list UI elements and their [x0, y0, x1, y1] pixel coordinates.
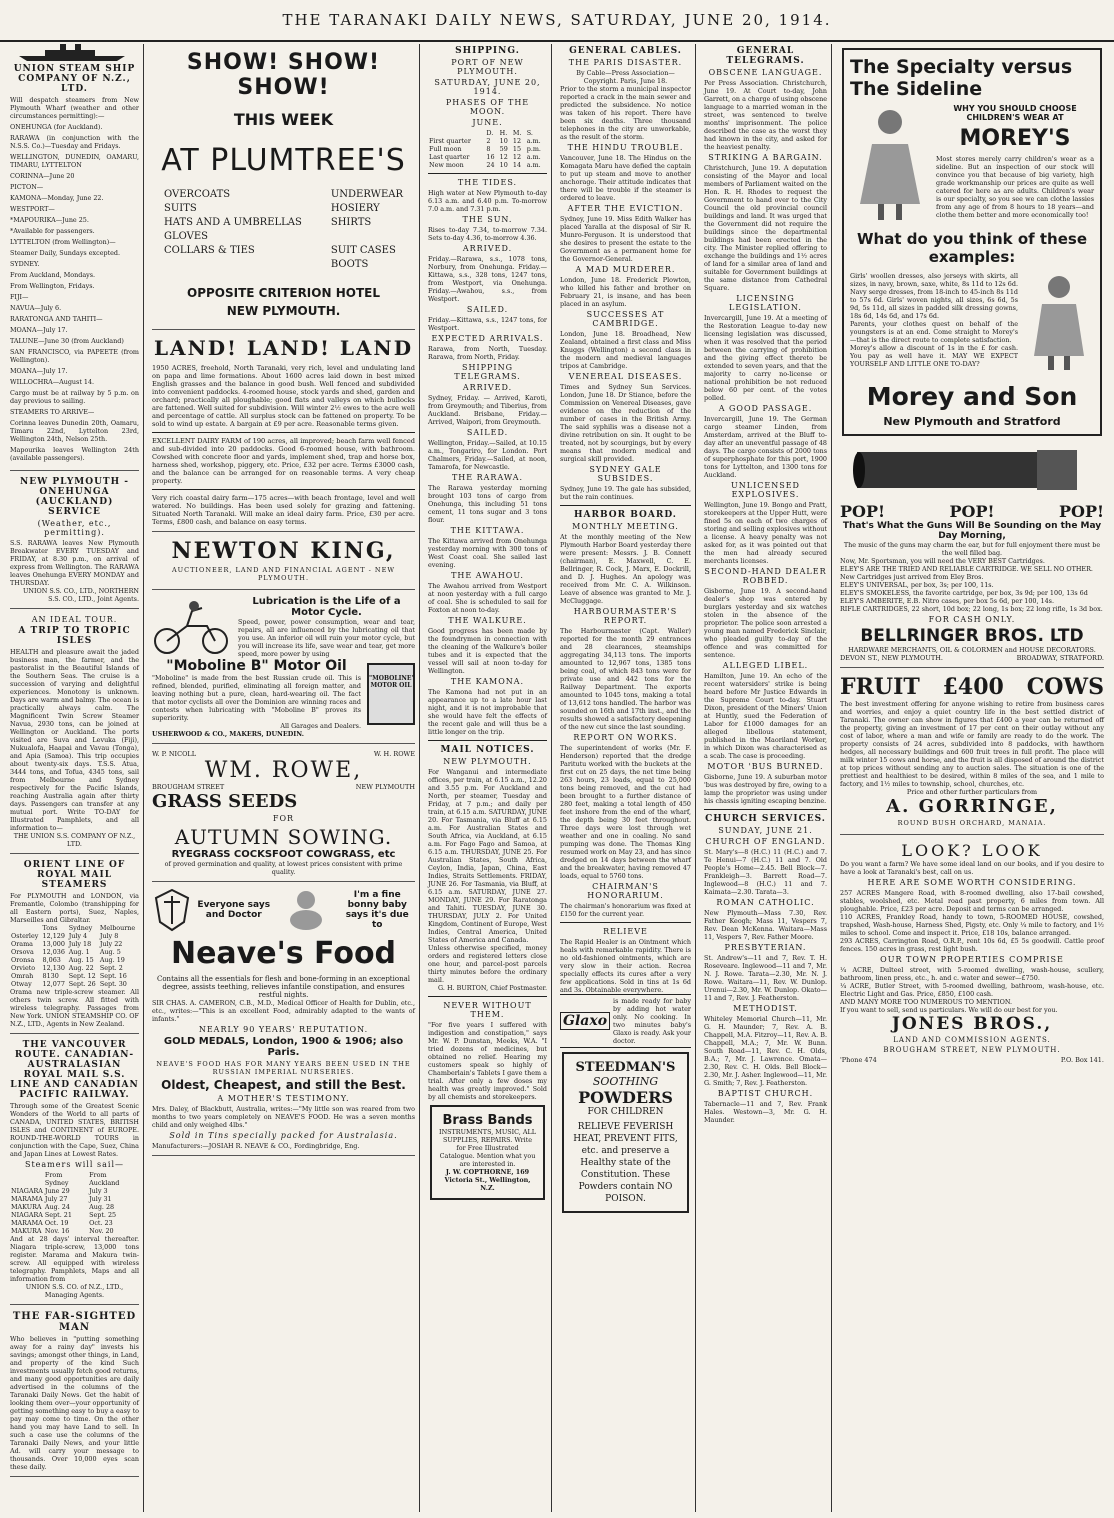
table-row: Tons Sydney Melbourne	[42, 924, 136, 932]
murderer-text: London, June 18. Frederick Plowton, who killed his father and brother on February 21, is insane, and has been placed in an asylum.	[560, 276, 691, 308]
brass-bands-ad	[430, 1105, 545, 1200]
vancouver-sign: UNION S.S. CO. of N.Z., LTD., Managing Agents.	[25, 1283, 124, 1299]
cambridge-text: London, June 18. Broadhead, New Zealand, obtained a first class and Miss Knuggs (Wellington) a second class in the modern and medieval languages tripos at Cambridge.	[560, 330, 691, 370]
pop-l3: ELEY'S AMBERITE, E.B. Nitro cases, per box 5s 6d, per 100, 14s.	[840, 597, 1054, 605]
bellringer-ad	[840, 440, 1104, 668]
tides-text: High water at New Plymouth to-day 6.13 a.m. and 6.40 p.m. To-morrow 7.0 a.m. and 7.31 p.m.	[428, 189, 547, 213]
rowe-seeds-ad	[152, 750, 415, 882]
methodist-text: Whiteley Memorial Church—11, Mr. G. H. Maunder; 7, Rev. A. B. Chappell, M.A. Fitzroy—11, Rev. A. B. Chappell, M.A.; 7, Mr. W. Bunn. South Road—11, Rev. C. H. Olds, B.A.; 7, Mr. J. Lawrence. Omata—2.30, Rev. C. H. Olds. Bell Block—2.30, Mr. J. Asher. Inglewood—11, Mr. G. Smith; 7, Rev. J. Featherston.	[704, 1015, 827, 1087]
brass-sign: J. W. COPTHORNE, 169 Victoria St., Wellington, N.Z.	[444, 1168, 531, 1192]
never-heading: NEVER WITHOUT THEM.	[443, 1001, 532, 1019]
rowe-right: W. H. ROWE	[373, 750, 415, 758]
bellringer-addr1: DEVON ST., NEW PLYMOUTH.	[840, 654, 943, 662]
kamona-heading: THE KAMONA.	[450, 677, 525, 686]
catholic-text: New Plymouth—Mass 7.30, Rev. Father Keogh; Mass 11, Vespers 7, Rev. Dean McKenna. Waitara—Mass 11, Vespers 7, Rev. Father Moore.	[704, 909, 827, 941]
works-text: The superintendent of works (Mr. F. Henderson) reported that the dredge Paritutu worked with the buckets at the first cut on 25 days, the net time being 263 hours, 23 loads, equal to 25,000 tons being removed, and the cut had been brought to a further distance of 280 feet, making a total length of 450 feet inshore from the end of the wharf, the depth being 30 feet throughout. Three days were lost through wet weather and one in coaling. No sand pumping was done. The Thomas King resumed work on May 23, and has since dredged on 14 days between the wharf and the breakwater, having removed 47 loads, equal to 5760 tons.	[560, 744, 691, 880]
rowe-autumn: AUTUMN SOWING.	[174, 825, 393, 849]
glaxo-ad	[560, 994, 691, 1048]
obscene-heading: OBSCENE LANGUAGE.	[708, 68, 823, 77]
passage-heading: A GOOD PASSAGE.	[718, 404, 813, 413]
tides-heading: THE TIDES.	[457, 178, 518, 187]
england-text: St. Mary's—8 (H.C.) 11 (H.C.) and 7. Te Henui—7 (H.C.) 11 and 7. Old People's Home—2.45. Bell Block—7. Frankleigh—3. Barrett Road—7. Inglewood—8 (H.C.) 11 and 7. Kaimata—2.30. Tarata—3.	[704, 848, 827, 896]
morey-why: WHY YOU SHOULD CHOOSE CHILDREN'S WEAR AT	[953, 104, 1077, 122]
tarrived-text: Sydney, Friday. — Arrived, Karoti, from Greymouth; and Tiberius, from Auckland. Brisbane, Friday.—Arrived, Waipori, from Greymouth.	[428, 394, 547, 426]
land-p3: Very rich coastal dairy farm—175 acres—with beach frontage, level and well watered. No buildings. Has been used solely for grazing and fattening. Situated North Taranaki. Will make an ideal dairy farm. Price, £30 per acre. Terms, £800 cash, and balance on easy terms.	[152, 494, 415, 526]
look-town: OUR TOWN PROPERTIES COMPRISE	[880, 955, 1064, 964]
neaves-maker: Manufacturers:—JOSIAH R. NEAVE & CO., Fordingbridge, Eng.	[152, 1142, 360, 1150]
cows-word: COWS	[1026, 674, 1104, 700]
hindu-text: Vancouver, June 18. The Hindus on the Komagata Maru have defied the captain to put up steam and move to another anchorage. Their attitude indicates that there will be trouble if the steamer is ordered to leave.	[560, 154, 691, 202]
neaves-food-ad	[152, 888, 415, 1156]
mail-heading: MAIL NOTICES.	[440, 745, 535, 755]
pop-1: POP!	[840, 502, 886, 521]
pop-row	[840, 502, 1104, 521]
onehunga-title: NEW PLYMOUTH - ONEHUNGA (AUCKLAND) SERVICE	[20, 477, 129, 517]
sun-text: Rises to-day 7.34, to-morrow 7.34. Sets to-day 4.36, to-morrow 4.36.	[428, 226, 547, 242]
sailed-heading: SAILED.	[466, 305, 509, 314]
neaves-name: Neave's Food	[170, 936, 397, 971]
onehunga-text: S.S. RARAWA leaves New Plymouth Breakwater EVERY TUESDAY and FRIDAY, at 8.30 p.m., on arrival of express from Wellington. The RARAWA leaves Onehunga EVERY MONDAY and THURSDAY.	[10, 539, 139, 587]
newton-sub: AUCTIONEER, LAND AND FINANCIAL AGENT - NEW PLYMOUTH.	[171, 566, 396, 582]
brass-title: Brass Bands	[442, 1113, 533, 1128]
morey-text3: Parents, your clothes quest on behalf of the youngsters is at an end. Come straight to Morey's—that is the direct route to complete satisfaction.	[850, 320, 1018, 344]
table-row: Orama 13,000 July 18 July 22	[11, 940, 123, 948]
murderer-heading: A MAD MURDERER.	[575, 265, 676, 274]
column-3	[424, 44, 552, 1512]
kittawa-heading: THE KITTAWA.	[450, 526, 525, 535]
fruit-word: FRUIT	[840, 674, 920, 700]
paris-text: Prior to the storm a municipal inspector reported a crack in the main sewer and predicted the subsidence. No notice was taken of his report. There have been six deaths. Three thousand telephones in the city are unworkable, as the result of the storm.	[560, 85, 691, 141]
neaves-testimony: A MOTHER'S TESTIMONY.	[217, 1094, 350, 1103]
mail-sign: G. H. BURTON, Chief Postmaster.	[438, 984, 547, 992]
table-row: MAKURA Nov. 16 Nov. 20	[11, 1227, 114, 1235]
steamship-icon	[15, 44, 135, 62]
onehunga-service-ad	[10, 477, 139, 609]
neaves-quote: SIR CHAS. A. CAMERON, C.B., M.D., Medical Officer of Health for Dublin, etc., etc., writes:—"This is an excellent Food, admirably adapted to the wants of infants."	[152, 999, 415, 1023]
neaves-says1: Everyone says and Doctor	[197, 900, 271, 920]
morey-text4: Morey's allow a discount of 1s in the £ for cash. You pay as well have it. MAY WE EXPECT YOURSELF AND LITTLE ONE TO-DAY?	[850, 344, 1018, 368]
fruit-cows-ad	[840, 674, 1104, 835]
robbed-heading: SECOND-HAND DEALER ROBBED.	[704, 567, 827, 585]
mail-foot: Unless otherwise specified, money orders and registered letters close one hour, and parcel-post parcels thirty minutes before the ordinary mail.	[428, 944, 547, 984]
church-heading: CHURCH SERVICES.	[705, 814, 826, 824]
neaves-text: Contains all the essentials for flesh and bone-forming in an exceptional degree, assists teething, relieves infantile constipation, and ensures restful nights.	[156, 975, 410, 999]
table-row: NIAGARA June 29 July 3	[11, 1187, 108, 1195]
far-sighted-text: Who believes in "putting something away for a rainy day" invests his savings; amongst other things, in Land, and property of the kind Such investments usually fetch good returns, and many good opportunities are daily advertised in the columns of the Taranaki Daily News. Get the habit of looking them over—your opportunity of getting something easy to buy a easy to pay may come to time. On the other hand you may have Land to sell. In such a case use the columns of the Taranaki Daily News, and your little Ad. will carry your message to thousands. Over 10,000 eyes scan these daily.	[10, 1335, 139, 1471]
land-heading: LAND! LAND! LAND	[153, 336, 414, 360]
obscene-text: Per Press Association. Christchurch, June 19. At Court to-day, John Garrett, on a charge of using obscene language to a married woman in the street, was sentenced to twelve months' imprisonment. The police described the case as the worst they had known in the city, and asked for the heaviest penalty.	[704, 79, 827, 151]
vancouver-route-ad	[10, 1040, 139, 1305]
look-t4: If you want to sell, send us particulars. We will do our best for you.	[840, 1006, 1058, 1014]
fruit-amount: £400	[942, 674, 1004, 700]
land-p2: EXCELLENT DAIRY FARM of 190 acres, all improved; beach farm well fenced and sub-divided into 20 paddocks. Good 6-roomed house, with bathroom. Cowshed with concrete floor and yards, implement shed, trap and horse box, harness shed, workshop, piggery, etc. Price, £32 per acre. Terms £3000 cash, and the balance can be arranged for on reasonable terms. A very cheap property.	[152, 437, 415, 485]
monthly-text: At the monthly meeting of the New Plymouth Harbor Board yesterday there were present: Messrs. J. B. Connett (chairman), E. Maxwell, C. E. Bellringer, R. Cock, J. Marx, E. Dockrill, and D. J. Hughes. An apology was received from Mr. C. A. Wilkinson. Leave of absence was granted to Mr. J. McCluggage.	[560, 533, 691, 605]
licensing-heading: LICENSING LEGISLATION.	[729, 294, 802, 312]
england-heading: CHURCH OF ENGLAND.	[705, 837, 826, 846]
column-4	[556, 44, 696, 1512]
table-row: First quarter 2 10 12 a.m.	[429, 137, 541, 145]
morey-big: Morey and Son	[866, 382, 1078, 411]
pop-l2: ELEY'S SMOKELESS, the favorite cartridge, per box, 3s 9d; per 100, 13s 6d	[840, 589, 1088, 597]
table-row: Oronsa 8,063 Aug. 15 Aug. 19	[11, 956, 125, 964]
arrived-heading: ARRIVED.	[462, 244, 513, 253]
bus-heading: MOTOR 'BUS BURNED.	[707, 762, 824, 771]
morey-text1: Most stores merely carry children's wear as a sideline. But an inspection of our stock will convince you that because of big variety, high grade workmanship our prices are quite as well catered for here as are adults. Children's wear is our specialty, so you see we can clothe lassies from any age of from 8 hours to 18 years—and clothe them better and more economically too!	[936, 155, 1094, 219]
jones-addr: BROUGHAM STREET, NEW PLYMOUTH.	[883, 1046, 1061, 1054]
baptist-text: Tabernacle—11 and 7, Rev. Frank Hales. Westown—3, Mr. G. H. Maunder.	[704, 1100, 827, 1124]
look-t3: AND MANY MORE TOO NUMEROUS TO MENTION.	[840, 998, 1013, 1006]
moon-table	[428, 129, 547, 169]
orient-table	[10, 924, 139, 988]
eviction-text: Sydney, June 19. Miss Edith Walker has placed Yaralla at the disposal of Sir R. Munro-Ferguson. It is understood that she desires to present the estate to the Government as a permanent home for the Governor-General.	[560, 215, 691, 263]
glaxo-logo: Glaxo	[560, 1012, 610, 1030]
relieve-heading: RELIEVE	[603, 927, 648, 936]
port-heading: PORT OF NEW PLYMOUTH.	[451, 58, 524, 76]
plumtree-ad	[152, 44, 415, 330]
explosives-text: Wellington, June 19. Bongo and Pratt, storekeepers at the Upper Hutt, were fined 5s on each of two charges of storing and selling explosives without a license. A heavy penalty was not asked for, as it was pointed out that the men had already secured merchants licenses.	[704, 501, 827, 565]
vancouver-foot: And at 28 days' interval thereafter. Niagara triple-screw, 13,000 tons register. Marama and Makura twin-screw. All equipped with wireless telegraphy. Pamphlets, Maps and all information from	[10, 1235, 139, 1283]
baptist-heading: BAPTIST CHURCH.	[717, 1089, 814, 1098]
monthly-heading: MONTHLY MEETING.	[572, 522, 679, 531]
morey-ad	[842, 48, 1102, 436]
cambridge-heading: SUCCESSES AT CAMBRIDGE.	[586, 310, 665, 328]
look-t1: ¼ ACRE, Dulteel street, with 5-roomed dwelling, wash-house, scullery, bathroom, linen press, etc., h. and c. water and sewer—£750.	[840, 966, 1104, 982]
table-row: D. H. M. S.	[486, 129, 533, 137]
look-a110: 110 ACRES, Frankley Road, handy to town, 5-ROOMED HOUSE, cowshed, trapshed, Wash-house, Harness Shed, Pigsty, etc. Only ¼ mile to factory, and 1½ miles to school. Come and inspect it. Price, £18 10s, balance arranged.	[840, 913, 1104, 937]
table-row: Osterley 12,129 July 4 July 8	[11, 932, 119, 940]
onehunga-sub: (Weather, etc., permitting).	[37, 519, 112, 537]
pop-text: The music of the guns may charm the ear, but for full enjoyment there must be the well filled bag.	[843, 541, 1101, 557]
masthead-title: THE TARANAKI DAILY NEWS, SATURDAY, JUNE 20, 1914.	[282, 11, 832, 29]
steedmans-ad	[562, 1052, 689, 1213]
neaves-medals: GOLD MEDALS, London, 1900 & 1906; also Paris.	[163, 1036, 404, 1058]
table-row: MARAMA July 27 July 31	[11, 1195, 112, 1203]
look-a293: 293 ACRES, Carrington Road, O.R.P., rent 10s 6d, £5 5s goodwill. Cattle proof fences. 150 acres in grass, rest light bush.	[840, 937, 1104, 953]
walkure-heading: THE WALKURE.	[448, 616, 527, 625]
morey-heading1: The Specialty versus	[850, 56, 1073, 78]
pop-3: POP!	[1058, 502, 1104, 521]
neaves-years: NEARLY 90 YEARS' REPUTATION.	[198, 1025, 369, 1034]
moboline-body: "Moboline" is made from the best Russian crude oil. This is refined, blended, purified, eliminating all foreign matter, and leaving nothing but a pure, clean, hard-wearing oil. The fact that motor cyclists all over the Dominion are winning races and contests when lubricating with "Moboline B" proves its superiority.	[152, 674, 361, 722]
rowe-name: WM. ROWE,	[204, 758, 363, 783]
rowe-addr2: NEW PLYMOUTH	[355, 783, 415, 791]
rowe-rye: RYEGRASS COCKSFOOT COWGRASS, etc	[171, 849, 396, 860]
neaves-tins: Sold in Tins specially packed for Australasia.	[169, 1131, 398, 1140]
chair-heading: CHAIRMAN'S HONORARIUM.	[587, 882, 664, 900]
table-row: Last quarter 16 12 12 a.m.	[429, 153, 541, 161]
gale-text: Sydney, June 19. The gale has subsided, but the rain continues.	[560, 485, 691, 501]
pop-l4: RIFLE CARTRIDGES, 22 short, 10d box; 22 long, 1s box; 22 long rifle, 1s 3d box.	[840, 605, 1103, 613]
orient-text: For PLYMOUTH and LONDON, via Fremantle, Colombo (transhipping for all Eastern ports), Suez, Naples, Marseilles and Gibraltar.	[10, 892, 139, 924]
plumtree-week: THIS WEEK	[233, 110, 334, 129]
pop-tagline: That's What the Guns Will Be Sounding on the May Day Morning,	[842, 521, 1102, 541]
fruit-price: Price and other further particulars from	[906, 788, 1038, 796]
telegrams-heading: GENERAL TELEGRAMS.	[726, 46, 805, 66]
ideal-sign: THE UNION S.S. COMPANY OF N.Z., LTD.	[13, 832, 136, 848]
pop-eleys: ELEY'S ARE THE TRIED AND RELIABLE CARTRIDGE. WE SELL NO OTHER.	[840, 565, 1093, 573]
morey-towns: New Plymouth and Stratford	[883, 415, 1061, 428]
telegrams-heading: SHIPPING TELEGRAMS.	[454, 363, 521, 381]
mail-sub: NEW PLYMOUTH.	[443, 757, 532, 766]
jones-sub: LAND AND COMMISSION AGENTS.	[893, 1036, 1051, 1044]
baby-icon	[276, 888, 336, 932]
table-row: New moon 24 10 14 a.m.	[429, 161, 541, 169]
sun-heading: THE SUN.	[462, 215, 513, 224]
jones-name: JONES BROS.,	[891, 1014, 1053, 1034]
table-row: From Sydney From Auckland	[44, 1171, 120, 1187]
sailed-text: Friday.—Kittawa, s.s., 1247 tons, for Westport.	[428, 316, 547, 332]
rowe-grass: GRASS SEEDS	[152, 791, 298, 812]
table-row: MARAMA Oct. 19 Oct. 23	[11, 1219, 113, 1227]
rarawa-heading: THE RARAWA.	[451, 473, 524, 482]
table-row: Orsova 12,036 Aug. 1 Aug. 5	[11, 948, 121, 956]
ideal-tour-ad	[10, 615, 139, 854]
walkure-text: Good progress has been made by the foundrymen in connection with the cleaning of the Walkure's boiler tubes and it is expected that the vessel will sail at noon to-day for Wellington.	[428, 627, 547, 675]
far-sighted-title: THE FAR-SIGHTED MAN	[12, 1311, 137, 1333]
column-1	[6, 44, 144, 1512]
licensing-text: Invercargill, June 19. At a meeting of the Restoration League to-day new licensing legislation was discussed, when it was resolved that the period between the carrying of prohibition and the giving effect thereto be extended to seven years, and that the majority to carry no-license or national prohibition be not reduced below 60 per cent. of the votes polled.	[704, 314, 827, 402]
column-5	[700, 44, 832, 1512]
neaves-best: Oldest, Cheapest, and still the Best.	[161, 1078, 406, 1092]
orient-line-ad	[10, 860, 139, 1034]
moboline-title: Lubrication is the Life of a Motor Cycle.	[252, 596, 401, 618]
presby-heading: PRESBYTERIAN.	[724, 943, 807, 952]
table-row: Orvieto 12,130 Aug. 22 Sept. 2	[11, 964, 123, 972]
column-6	[836, 44, 1108, 1512]
neaves-says2: I'm a fine bonny baby says it's due to	[345, 890, 409, 930]
pop-cash: FOR CASH ONLY.	[928, 615, 1016, 624]
steedman-name: STEEDMAN'S	[575, 1060, 676, 1075]
look-intro: Do you want a farm? We have some ideal land on our books, and if you desire to have a look at Taranaki's best, call on us.	[840, 860, 1104, 876]
jones-bros-ad	[840, 841, 1104, 1069]
expected-text: Rarawa, from North, Tuesday. Rarawa, from North, Friday.	[428, 345, 547, 361]
newton-king-ad	[152, 538, 415, 590]
works-heading: REPORT ON WORKS.	[573, 733, 678, 742]
tarrived-heading: ARRIVED.	[462, 383, 513, 392]
steedman-powders: POWDERS	[578, 1088, 673, 1107]
venereal-text: Times and Sydney Sun Services. London, June 18. Dr Stiance, before the Commission on Venereal Diseases, gave evidence on the reduction of the number of cases in the British Army. The said syphilis was a disease not a divine retribution on sin. It ought to be treated, not by scourgings, but by every means that modern medical and surgical skill provided.	[560, 383, 691, 463]
methodist-heading: METHODIST.	[733, 1004, 798, 1013]
sunday-heading: SUNDAY, JUNE 21.	[718, 826, 813, 835]
kittawa-text: The Kittawa arrived from Onehunga yesterday morning with 300 tons of West Coast coal. She sailed last evening.	[428, 537, 547, 569]
plumtree-footer: OPPOSITE CRITERION HOTEL NEW PLYMOUTH.	[187, 286, 380, 318]
presby-text: St. Andrew's—11 and 7, Rev. T. H. Roseveare. Inglewood—11 and 7, Mr. N. J. Rowe. Tarata—2.30, Mr. N. J. Rowe. Waitara—11, Rev. W. Dunlop. Urenui—2.30, Mr. W. Dunlop. Okato—11 and 7, Rev. J. Featherston.	[704, 954, 827, 1002]
expected-heading: EXPECTED ARRIVALS.	[431, 334, 544, 343]
neaves-russia: NEAVE'S FOOD HAS FOR MANY YEARS BEEN USED IN THE RUSSIAN IMPERIAL NURSERIES.	[156, 1060, 411, 1076]
table-row: MAKURA Aug. 24 Aug. 28	[11, 1203, 115, 1211]
orient-foot: Orama new triple-screw steamer. All others twin screw. All fitted with wireless telegraphy. Passages from New York. UNION STEAMSHIP CO. OF N.Z., LTD., Agents in New Zealand.	[10, 988, 139, 1028]
steedman-body: RELIEVE FEVERISH HEAT, PREVENT FITS, etc. and preserve a Healthy state of the Constitution. These Powders contain NO POISON.	[573, 1122, 678, 1204]
mail-text: For Wanganui and intermediate offices, per train, at 6.15 a.m., 12.20 and 3.55 p.m. For Auckland and North, per steamer, Tuesday and Friday, at 7 p.m.; and daily per train, at 6.15 a.m. SATURDAY, JUNE 20. For Tasmania, via Bluff at 6.15 a.m. For Australian States and South Africa, via Auckland, at 6.15 a.m. For Fago Fago and Samoa, at 6.15 a.m. THURSDAY, JUNE 25. For Australian States, South Africa, Ceylon, India, Japan, China, East Indies, Straits Settlements. FRIDAY, JUNE 26. For Tasmania, via Bluff, at 6.15 a.m. SATURDAY, JUNE 27. MONDAY, JUNE 29. For Raratonga and Tahiti. TUESDAY, JUNE 30. THURSDAY, JULY 2. For United Kingdom, Continent of Europe, West Indies, Central America, United States of America and Canada.	[428, 768, 547, 944]
moboline-name: "Moboline B" Motor Oil	[166, 658, 347, 674]
relieve-text: The Rapid Healer is an Ointment which heals with remarkable rapidity. There is no old-fashioned ointments, which are very slow in their action. Recrea specially effects its cures after a very few applications. Sold in tins at 1s 6d and 3s. Obtainable everywhere.	[560, 938, 691, 994]
kamona-text: The Kamona had not put in an appearance up to a late hour last night, and it is not improbable that she would have felt the effects of the recent gale and will thus be a little longer on the trip.	[428, 688, 547, 736]
plumtree-right-list: UNDERWEAR HOSIERY SHIRTS SUIT CASES BOOTS	[330, 189, 403, 270]
moboline-maker: USHERWOOD & CO., MAKERS, DUNEDIN.	[152, 730, 304, 738]
brass-text: INSTRUMENTS, MUSIC, ALL SUPPLIES, REPAIRS. Write for Free Illustrated Catalogue. Mention what you are interested in.	[439, 1128, 536, 1168]
motorcycle-icon	[152, 596, 232, 656]
morey-what: What do you think of these examples:	[856, 230, 1088, 266]
column-2	[148, 44, 420, 1512]
look-heading: LOOK? LOOK	[901, 841, 1043, 860]
hindu-heading: THE HINDU TROUBLE.	[567, 143, 684, 152]
child-illustration-icon	[1024, 272, 1094, 372]
bargain-text: Christchurch, June 19. A deputation consisting of the Mayor and local members of Parliament waited on the Hon. R. H. Rhodes to request the Government to hand over to the City Council the old provincial council buildings and land. It was urged that the Government did not require the buildings since the departmental buildings had been erected in the city. The Minister replied offering to exchange the buildings and 1½ acres of land for a similar area of land and suitable for Government buildings at the same distance from Cathedral Square.	[704, 164, 827, 292]
moboline-text: Speed, power, power consumption, wear and tear, repairs, all are influenced by the lubricating oil that you use. An inferior oil will ruin your motor cycle, but you will increase its life, save wear and tear, get more speed, more power by using	[238, 618, 415, 658]
chair-text: The chairman's honorarium was fixed at £150 for the current year.	[560, 902, 691, 918]
jones-box: P.O. Box 141.	[1060, 1056, 1104, 1064]
catholic-heading: ROMAN CATHOLIC.	[716, 898, 815, 907]
awahou-text: The Awahou arrived from Westport at noon yesterday with a full cargo of coal. She is scheduled to sail for Foxton at noon to-day.	[428, 582, 547, 614]
master-heading: HARBOURMASTER'S REPORT.	[573, 607, 678, 625]
morey-text2: Girls' woollen dresses, also jerseys with skirts, all sizes, in navy, brown, saxe, white, 8s 11d to 12s 6d. Navy serge dresses, from 18-inch to 45-inch 8s 11d to 57s 6d. Girls' woven nights, all sizes, 6s 6d, 5s 9d, 5s 11d, all sizes in padded silk dressing gowns, 18s 6d, 14s 6d, and 17s 6d.	[850, 272, 1018, 320]
look-t2: ¼ ACRE, Butler Street, with 5-roomed dwelling, bathroom, wash-house, etc. Electric Light and Gas. Price, £850, £100 cash.	[840, 982, 1104, 998]
far-sighted-ad	[10, 1311, 139, 1477]
shipping-heading: SHIPPING.	[455, 46, 520, 56]
bus-text: Gisborne, June 19. A suburban motor 'bus was destroyed by fire, owing to a lamp the proprietor was using under his chassis igniting escaping benzine.	[704, 773, 827, 805]
venereal-heading: VENEREAL DISEASES.	[568, 372, 683, 381]
oil-can-icon: "MOBOLINE" MOTOR OIL	[367, 663, 415, 725]
pop-l1: ELEY'S UNIVERSAL, per box, 3s; per 100, 11s.	[840, 581, 994, 589]
rowe-quality: of proved germination and quality, at lowest prices consistent with prime quality.	[164, 860, 403, 876]
pop-sportsman: Now, Mr. Sportsman, you will need the VERY BEST Cartridges.	[840, 557, 1045, 565]
vancouver-text: Through some of the Greatest Scenic Wonders of the World to all parts of CANADA, UNITED STATES, BRITISH ISLES and CONTINENT of EUROPE. ROUND-THE-WORLD TOURS in conjunction with the Cape, Suez, China and Japan Lines at Lowest Rates.	[10, 1102, 139, 1158]
table-row: Full moon 8 59 15 p.m.	[429, 145, 541, 153]
land-ad	[152, 336, 415, 532]
gorringe-name: A. GORRINGE,	[886, 796, 1058, 817]
plumtree-at: AT PLUMTREE'S	[161, 143, 406, 178]
union-schedule: Will despatch steamers from New Plymouth Wharf (weather and other circumstances permitting):— ONEHUNGA (for Auckland). RARAWA (in conjunction with the N.S.S. Co.)—Tuesday and Fridays. WELLINGTON, DUNEDIN, OAMARU, TIMARU, LYTTELTON CORINNA—June 20 PICTON— KAMONA—Monday, June 22. WESTPORT— *MAPOURIKA—June 25. *Available for passengers. LYTTELTON (from Wellington)— Steamer Daily, Sundays excepted. SYDNEY. From Auckland, Mondays. From Wellington, Fridays. FIJI— NAVUA—July 6. RARATONGA AND TAHITI— MOANA—July 17. TALUNE—June 30 (from Auckland) SAN FRANCISCO, via PAPEETE (from Wellington). MOANA—July 17. WILLOCHRA—August 14. Cargo must be at railway by 5 p.m. on day previous to sailing. STEAMERS TO ARRIVE— Corinna leaves Dunedin 20th, Oamaru, Timaru 22nd, Lyttelton 23rd, Wellington 24th, Nelson 25th. Mapourika leaves Wellington 24th (available passengers).	[10, 96, 139, 462]
morey-heading2: The Sideline	[850, 78, 983, 100]
cartridge-icon	[847, 440, 1097, 500]
phases-heading: PHASES OF THE MOON.	[445, 98, 530, 116]
look-here: HERE ARE SOME WORTH CONSIDERING.	[867, 878, 1077, 887]
never-text: "For five years I suffered with indigestion and constipation," says Mr. W. P. Dunstan, Meeks, W.A. "I tried dozens of medicines, but obtained no relief. Hearing my customers speak so highly of Chamberlain's Tablets I gave them a trial. After only a few doses my health was greatly improved." Sold by all chemists and storekeepers.	[428, 1021, 547, 1101]
eviction-heading: AFTER THE EVICTION.	[567, 204, 684, 213]
fruit-text: The best investment offering for anyone wishing to retire from business cares and worries, and enjoy a quiet country life in the best settled district of Taranaki. The owner can show in figures that £400 a year can be returned off the property, giving an investment of 17 per cent on their outlay without any cost of labor, where a man and wife or family are ready to do the work. The property consists of 24 acres, subdivided into 8 paddocks, with hawthorn hedges, all necessary buildings and 600 fruit trees in full profit. The place will milk winter 15 cows and horse, and the fruit is all disposed of around the district at top prices without sending any to auction sales. The situation is one of the prettiest and healthiest to be desired, within 8 miles of the sea, and 1 mile to factory, and 1½ miles to township, school, churches, etc.	[840, 700, 1104, 788]
master-text: The Harbourmaster (Capt. Waller) reported for the month 29 entrances and 28 clearances, steamships aggregating 34,113 tons. The imports amounted to 12,967 tons, 1385 tons being coal, of which 843 tons were for private use and 442 tons for the Railway Department. The exports amounted to 1045 tons, making a total of 13,612 tons handled. The harbor was sounded on 16th and 17th inst., and the results showed a satisfactory deepening of the new cut since the last sounding.	[560, 627, 691, 731]
libel-text: Hamilton, June 19. An echo of the recent watersiders' strike is being heard before Mr Justice Edwards in the Supreme Court to-day. Stuart Dixon, president of the Miners' Union at Huntly, sued the Federation of Labor for £1000 damages for an alleged libellous statement, published in the Maoriland Worker, in which Dixon was characterised as a scab. The case is proceeding.	[704, 672, 827, 760]
pop-new: New Cartridges just arrived from Eley Bros.	[840, 573, 984, 581]
rowe-addr1: BROUGHAM STREET	[152, 783, 225, 791]
steedman-children: FOR CHILDREN	[587, 1107, 664, 1117]
table-row: NIAGARA Sept. 21 Sept. 25	[11, 1211, 117, 1219]
awahou-heading: THE AWAHOU.	[451, 571, 524, 580]
bellringer-addr2: BROADWAY, STRATFORD.	[1016, 654, 1104, 662]
newton-name: NEWTON KING,	[171, 538, 396, 564]
harbour-heading: HARBOR BOARD.	[574, 510, 677, 520]
paris-heading: THE PARIS DISASTER.	[568, 58, 683, 67]
moboline-dealers: All Garages and Dealers.	[280, 722, 361, 730]
arrived-text: Friday.—Rarawa, s.s., 1078 tons, Norbury, from Onehunga. Friday.—Kittawa, s.s., 328 tons, 1247 tons, from Westport, via Onehunga. Friday.—Awahou, s.s., from Westport.	[428, 255, 547, 303]
jones-phone: 'Phone 474	[840, 1056, 877, 1064]
libel-heading: ALLEGED LIBEL.	[722, 661, 809, 670]
bargain-heading: STRIKING A BARGAIN.	[708, 153, 823, 162]
union-ss-ad	[10, 44, 139, 471]
month-heading: JUNE.	[472, 118, 503, 127]
cables-heading: GENERAL CABLES.	[569, 46, 682, 56]
gale-heading: SYDNEY GALE SUBSIDES.	[589, 465, 662, 483]
masthead	[0, 0, 1114, 42]
look-a257: 257 ACRES Mangere Road, with 8-roomed dwelling, also 17-bail cowshed, stables, woolshed, etc. Metal road past property, 6 miles from town. All ploughable. Price, £23 per acre. Deposit and terms can be arranged.	[840, 889, 1104, 913]
orient-title: ORIENT LINE OF ROYAL MAIL STEAMERS	[23, 860, 126, 890]
vancouver-table	[10, 1171, 139, 1235]
robbed-text: Gisborne, June 19. A second-hand dealer's shop was entered by burglars yesterday and six watches stolen in the absence of the proprietor. The police soon arrested a young man named Frederick Sinclair, who pleaded guilty to-day of the offence and was committed for sentence.	[704, 587, 827, 659]
rowe-left: W. P. NICOLL	[152, 750, 197, 758]
date-heading: SATURDAY, JUNE 20, 1914.	[434, 78, 541, 96]
neaves-test-text: Mrs. Daley, of Blackbutt, Australia, writes:—"My little son was reared from two months to two years completely on NEAVE'S FOOD. He was a seven months child and only weighed 4lbs."	[152, 1105, 415, 1129]
rowe-for: FOR	[272, 814, 295, 823]
ideal-text: HEALTH and pleasure await the jaded business man, the farmer, and the pastoralist in the Beautiful Islands of the Southern Seas. The cruise is a succession of varying and delightful experiences. Monotony is unknown. Days are warm and balmy. The ocean is practically always calm. The Magnificent Twin Screw Steamer Navua, 2930 tons, can be joined at Wellington or Auckland. The ports visited are Suva and Levuka (Fiji), Nukualofa, Haapai and Vavau (Tonga), and Apia (Samoa). This trip occupies about twenty-six days. T.S.S. Atua, 3444 tons, and Tofua, 4345 tons, sail from Melbourne and Sydney respectively for the Pacific Islands, reaching Australia again after thirty days. Passengers can transfer at any mutual port. Write TO-DAY for Illustrated Pamphlets, and all information to—	[10, 648, 139, 832]
steedman-soothing: SOOTHING	[592, 1075, 659, 1088]
ideal-headline: A TRIP TO TROPIC ISLES	[18, 626, 131, 646]
tsailed-text: Wellington, Friday.—Sailed, at 10.15 a.m., Tongariro, for London. Port Chalmers, Friday.—Sailed, at noon, Tamarofa, for Newcastle.	[428, 439, 547, 471]
ideal-title: AN IDEAL TOUR.	[31, 615, 118, 624]
crest-icon	[152, 888, 192, 932]
land-p1: 1950 ACRES, freehold, North Taranaki, very rich, level and undulating land on papa and lime formations. About 1600 acres laid down in best mixed English grasses and the balance in good bush. Well fenced and subdivided into convenient paddocks. 4-roomed house, stock yards and shed, garden and orchard; practically all ploughable; good flats and valleys on which bullocks are fattened. Well suited for subdivision. Will winter 2½ ewes to the acre well and percentage of cattle. All surplus stock can be fattened on property. To be sold to wind up estate. A bargain at £9 per acre. Reasonable terms given.	[152, 364, 415, 428]
glaxo-text: is made ready for baby by adding hot water only. No cooking. In two minutes baby's Glaxo is ready. Ask your doctor.	[613, 997, 691, 1045]
vancouver-title: THE VANCOUVER ROUTE. CANADIAN-AUSTRALASIAN ROYAL MAIL S.S. LINE AND CANADIAN PACIFIC RAILWAY.	[10, 1040, 139, 1100]
table-row: Omrah 8130 Sept. 12 Sept. 16	[11, 972, 127, 980]
paris-by: By Cable—Press Association—Copyright. Paris, June 18.	[576, 69, 675, 85]
bellringer-sub: HARDWARE MERCHANTS, OIL & COLORMEN and HOUSE DECORATORS.	[848, 646, 1096, 654]
pop-2: POP!	[949, 502, 995, 521]
onehunga-sign: UNION S.S. CO., LTD., NORTHERN S.S. CO., LTD., Joint Agents.	[22, 587, 139, 603]
plumtree-show: SHOW! SHOW! SHOW!	[186, 50, 381, 100]
bellringer-name: BELLRINGER BROS. LTD	[860, 626, 1084, 646]
plumtree-left-list: OVERCOATS SUITS HATS AND A UMBRELLAS GLOVES COLLARS & TIES	[164, 189, 302, 256]
table-row: Otway 12,077 Sept. 26 Sept. 30	[11, 980, 127, 988]
girl-illustration-icon	[850, 104, 930, 224]
union-title: UNION STEAM SHIP COMPANY OF N.Z., LTD.	[13, 64, 136, 94]
explosives-heading: UNLICENSED EXPLOSIVES.	[731, 481, 800, 499]
rarawa-text: The Rarawa yesterday morning brought 103 tons of cargo from Onehunga, this including 51 tons cement, 11 tons sugar and 3 tons flour.	[428, 484, 547, 524]
gorringe-addr: ROUND BUSH ORCHARD, MANAIA.	[897, 819, 1047, 827]
moboline-ad	[152, 596, 415, 744]
tsailed-heading: SAILED.	[466, 428, 509, 437]
morey-name: MOREY'S	[959, 126, 1071, 151]
vancouver-label: Steamers will sail—	[24, 1160, 125, 1169]
passage-text: Invercargill, June 19. The German cargo steamer Linden, from Amsterdam, arrived at the Bluff to-day after an uneventful passage of 48 days. The cargo consists of 2000 tons of superphosphate for this port, 1900 tons for Lyttelton, and 1300 tons for Auckland.	[704, 415, 827, 479]
